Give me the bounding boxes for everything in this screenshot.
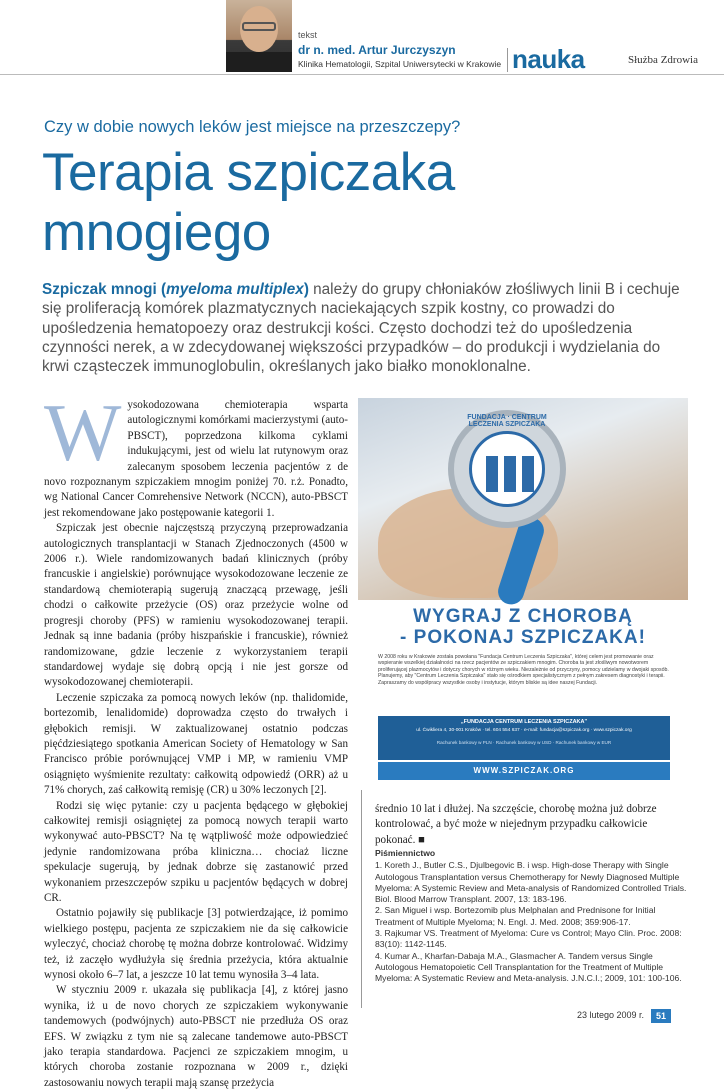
body-column-left [44,387,348,1091]
article-subtitle: Czy w dobie nowych leków jest miejsce na przeszczepy? [44,118,461,136]
article-title [42,143,455,263]
reference-item: 4. Kumar A., Kharfan-Dabaja M.A., Glasmacher A. Tandem versus Single Autologous Hematopoietic Cell Transplantation for the Treatment of Multiple Myeloma: A Systematic Review and Meta-analysis. J.N.C.I.; 2009, 101: 100-106. [375,950,682,984]
author-photo [226,0,292,72]
header-divider [507,48,508,72]
drop-cap: W [44,387,122,478]
paragraph-6: W styczniu 2009 r. ukazała się publikacja [4], z której jasno wynika, iż u de novo chorych ze szpiczakiem wykonywanie tandemowych (podwójnych) auto-PBSCT nie przedłuża OS oraz EFS. W związku z tym nie są zalecane tandemowe auto-PBSCT jako terapia standardowa. Pacjenci ze szpiczakiem mnogim, u których choroba zostanie rozpoznana w 2009 r., dzięki zastosowaniu nowych terapii mają szansę przeżycia [44,984,348,1089]
article-lead [42,280,682,376]
header-rule [0,74,724,75]
body-column-right [375,802,685,848]
reference-item: 2. San Miguel i wsp. Bortezomib plus Melphalan and Prednisone for Initial Treatment of Multiple Myeloma; N. Engl. J. Med. 2008; 359:906-17. [375,905,656,927]
ad-headline-2: - POKONAJ SZPICZAKA! [400,627,646,648]
title-line-2: mnogiego [42,203,271,262]
stethoscope-photo [358,398,688,600]
ad-contact-band [378,716,670,760]
magazine-logo: Służba Zdrowia [628,54,698,66]
author-label: tekst [298,30,318,40]
paragraph-1-text: ysokodozowana chemioterapia wsparta autologicznymi komórkami macierzystymi (auto-PBSCT), poprzedzona kilkoma cyklami indukującymi, jest od wielu lat rutynowym oraz zalecanym sposobem leczenia pacjentów z de novo rozpoznanym szpiczakiem mnogim poniżej 70. r.ż. Ponadto, wg National Cancer Comrehensive Network (NCCN), auto-PBSCT jest rekomendowane jako postępowanie kategorii 1. [44,399,348,519]
ad-headline-1: WYGRAJ Z CHOROBĄ [413,606,633,627]
foundation-logo [469,431,545,507]
paragraph-7: średnio 10 lat i dłużej. Na szczęście, chorobę można już dobrze kontrolować, a być może w niejednym przypadku całkowicie pokonać. [375,803,657,846]
references [375,848,687,985]
lead-highlight-end: ) [303,281,309,298]
lead-highlight [42,281,309,298]
ad-url-link[interactable]: WWW.SZPICZAK.ORG [378,762,670,780]
title-line-1: Terapia szpiczaka [42,143,455,202]
foundation-logo-text: FUNDACJA · CENTRUM LECZENIA SZPICZAKA [467,414,547,428]
reference-item: 1. Koreth J., Butler C.S., Djulbegovic B. i wsp. High-dose Therapy with Single Autologous Transplantation versus Chemotherapy for Newly Diagnosed Multiple Myeloma: A Systemic Review and Meta-analysis of Randomized Controlled Trials. Biol. Blood Marrow Transplant. 2007, 13: 183-196. [375,860,687,905]
column-divider [361,790,362,1008]
ad-band-address: ul. Ćwikliera 4, 30-001 Kraków · tel. 604 554 637 · e-mail: fundacja@szpiczak.org · www.szpiczak.org [416,728,632,733]
author-affiliation: Klinika Hematologii, Szpital Uniwersytecki w Krakowie [298,59,502,69]
references-heading: Piśmiennictwo [375,848,436,858]
ad-band-title: „FUNDACJA CENTRUM LECZENIA SZPICZAKA" [460,719,588,725]
paragraph-1 [44,387,348,521]
lead-highlight-start: Szpiczak mnogi ( [42,281,167,298]
lead-text: należy do grupy chłoniaków złośliwych linii B i cechuje się proliferacją komórek plazmatycznych naciekających szpik kostny, co prowadzi do upośledzenia hematopoezy oraz destrukcji kości. Często dochodzi też do upośledzenia czynności nerek, a w zdecydowanej większości przypadków – do produkcji i wydzielania do krwi cząsteczek immunoglobulin, określanych jako białko monoklonalne. [42,281,680,376]
end-mark: ■ [418,833,425,846]
paragraph-5: Ostatnio pojawiły się publikacje [3] potwierdzające, iż pomimo wielkiego postępu, pacjenta ze szpiczakiem nie da się całkowicie wyleczyć, chociaż chorobę tę można dobrze kontrolować. Widzimy też, iż zaczęło wydłużyła się średnia przeżycia, która aktualnie wynosi około 6–7 lat, a jeszcze 10 lat temu wynosiła 3–4 lata. [44,907,348,982]
section-name: nauka [512,44,585,74]
paragraph-2: Szpiczak jest obecnie najczęstszą przyczyną przeprowadzania autologicznych transplantacji w Stanach Zjednoczonych (4500 w 2006 r.). Wiele randomizowanych badań klinicznych (próby francuskie i angielskie) porównujące wysokodozowane leczenie ze standardową chemioterapią sugerują znaczącą przewagę, jeśli chodzi o całkowite przeżycie (OS) oraz przeżycie wolne od progresji choroby (PFS) w ramieniu wysokodozowanej terapii. Jednak są inne badania (próby hiszpańskie i francuskie), również randomizowane, gdzie leczenie z wykorzystaniem terapii standardowej wydaje się dobrą opcją i nie jest gorsze od wysokodozowanej chemioterapii. [44,522,348,689]
paragraph-3: Leczenie szpiczaka za pomocą nowych leków (np. thalidomide, bortezomib, lenalidomide) doprowadza często do trwałych i głębokich remisji. W zaktualizowanej ostatnio podczas pięćdziesiątego spotkania American Society of Hematology w San Francisco próbie porównującej VMP i MP, w ramieniu VMP osiągnięto wyśmienite rezultaty: całkowitą odpowiedź (ORR) aż u 71% chorych, zaś całkowitą remisję (CR) u 30% leczonych [2]. [44,691,348,797]
paragraph-4: Rodzi się więc pytanie: czy u pacjenta będącego w głębokiej całkowitej remisji osiągniętej za pomocą nowych terapii warto wykonywać auto-PBSCT? Na tę wątpliwość może odpowiedzieć jedynie randomizowana próba kliniczna… chociaż liczne spekulacje sugerują, by jednak dobrze się zastanowić przed wykonaniem przeszczepów szpiku u pacjentów będących w dobrej CR. [44,799,348,904]
page-number: 51 [651,1009,671,1023]
reference-item: 3. Rajkumar VS. Treatment of Myeloma: Cure vs Control; Mayo Clin. Proc. 2008: 83(10): 1142-1145. [375,928,682,950]
stethoscope-icon [448,410,566,528]
issue-date: 23 lutego 2009 r. [577,1010,645,1020]
lead-highlight-latin: myeloma multiplex [166,281,304,298]
author-name: dr n. med. Artur Jurczyszyn [298,43,456,57]
foundation-advertisement [358,398,688,790]
ad-body-text: W 2008 roku w Krakowie została powołana "Fundacja Centrum Leczenia Szpiczaka", której celem jest promowanie oraz wspieranie wszelkiej działalności na rzecz pacjentów ze szpiczakiem mnogim. Choroba ta jest złośliwym nowotworem proliferującej plazmocytów i dotyczy chorych w różnym wieku. Niezależnie od przyczyny, pomocy udzielamy w dwojaki sposób. Planujemy, aby "Centrum Leczenia Szpiczaka" stało się ośrodkiem specjalistycznym z pełnym zakresem diagnostyki i terapii. Zapraszamy do współpracy wszystkie osoby i instytucje, którym bliskie są idee naszej Fundacji. [378,654,669,686]
ad-band-accounts: Rachunek bankowy w PLN · Rachunek bankowy w USD · Rachunek bankowy w EUR [436,740,612,745]
